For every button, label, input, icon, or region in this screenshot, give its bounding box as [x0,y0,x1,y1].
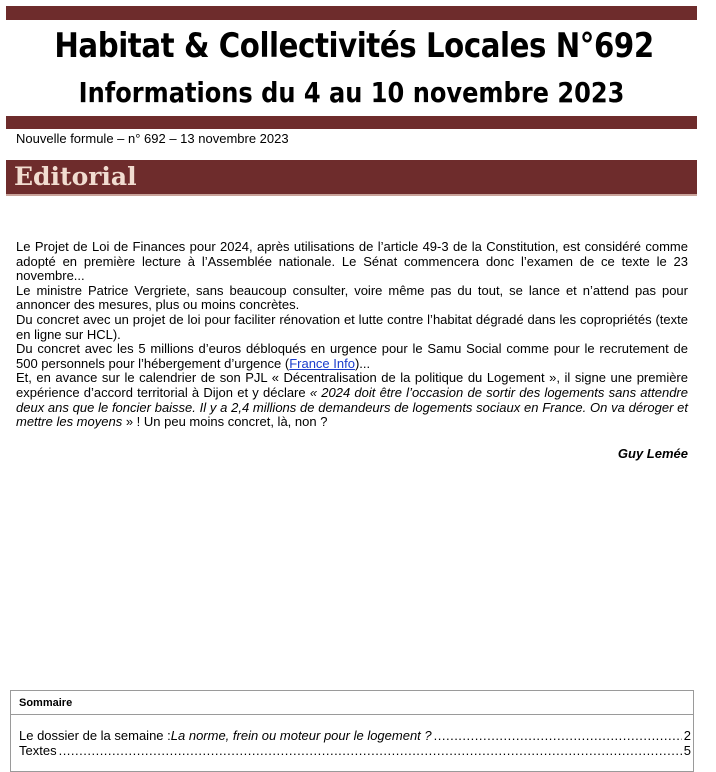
editorial-paragraph: Le Projet de Loi de Finances pour 2024, après utilisations de l’article 49-3 de la Constitution, est considéré comme adopté en première lecture à l’Assemblée nationale. Le Sénat commencera donc l’examen de ce texte le 23 novembre... [16,239,688,284]
toc-entry-page: 5 [683,743,691,758]
toc-entry-label: Textes [19,743,57,758]
top-rule [6,6,697,20]
toc-header [11,691,693,715]
editorial-paragraph [16,371,688,429]
toc-title: Sommaire [19,697,73,709]
editorial-paragraph: Du concret avec un projet de loi pour faciliter rénovation et lutte contre l’habitat dégradé dans les copropriétés (texte en ligne sur HCL). [16,311,688,342]
issue-line: Nouvelle formule – n° 692 – 13 novembre 2023 [16,131,289,146]
editorial-banner [6,160,697,196]
editorial-paragraph: Le ministre Patrice Vergriete, sans beaucoup consulter, voire même pas du tout, se lance et n’attend pas pour annoncer des mesures, plus ou moins concrètes. [16,282,688,313]
paragraph-text: » ! Un peu moins concret, là, non ? [122,414,328,430]
minister-quote: « 2024 doit être l’occasion de sortir des logements sans attendre deux ans que le foncier baisse. Il y a 2,4 millions de demandeurs de logements sociaux en France. On va déroger et mettre les moyens [16,384,688,430]
toc-entry-label: Le dossier de la semaine : [19,728,171,743]
france-info-link[interactable]: France Info [289,355,355,371]
toc-entry[interactable] [19,728,691,743]
editorial-heading: Editorial [14,162,137,191]
toc-entry-title: La norme, frein ou moteur pour le logement ? [170,728,432,743]
table-of-contents [10,690,694,772]
middle-rule [6,116,697,129]
toc-leader-dots [59,743,682,758]
newsletter-title: Habitat & Collectivités Locales N°692 [54,26,654,66]
editorial-paragraph [16,342,688,371]
editorial-body [16,240,688,430]
paragraph-text: Et, en avance sur le calendrier de son PJL « Décentralisation de la politique du Logement », il signe une première expérience d’accord territorial à Dijon et y déclare [16,370,688,400]
toc-leader-dots [434,728,682,743]
toc-entry-page: 2 [683,728,691,743]
newsletter-subtitle: Informations du 4 au 10 novembre 2023 [78,76,625,109]
toc-entry[interactable] [19,743,691,758]
paragraph-text: Du concret avec les 5 millions d’euros débloqués en urgence pour le Samu Social comme pour le recrutement de 500 personnels pour l’hébergement d’urgence ( [16,341,688,371]
author-signature: Guy Lemée [617,446,688,461]
paragraph-text: )... [354,355,371,371]
